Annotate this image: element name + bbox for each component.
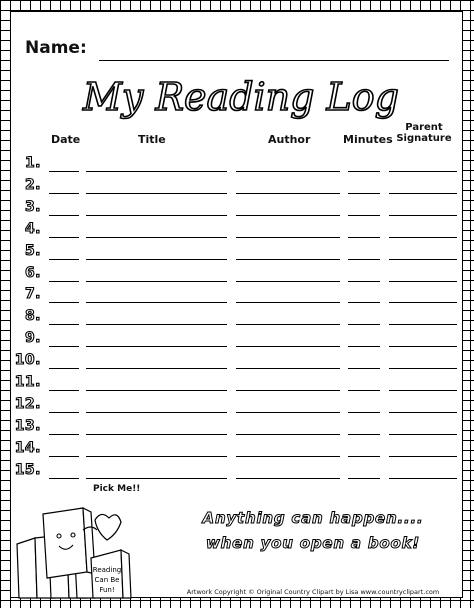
author-blank[interactable] [236,346,340,347]
signature-blank[interactable] [389,281,457,282]
title-blank[interactable] [86,456,227,457]
title-blank[interactable] [86,346,227,347]
row-number: 3. [24,198,41,215]
row-number: 5. [24,242,41,259]
signature-blank[interactable] [389,259,457,260]
row-number: 6. [24,264,41,281]
column-header-title: Title [138,133,166,146]
signature-blank[interactable] [389,302,457,303]
smiling-book [43,508,87,578]
row-number: 1. [24,155,41,171]
log-row [11,155,464,177]
book-label-line2: Can Be [94,576,120,584]
author-blank[interactable] [236,390,340,391]
signature-blank[interactable] [389,215,457,216]
date-blank[interactable] [49,281,79,282]
title-blank[interactable] [86,171,227,172]
log-row [11,374,464,396]
column-header-parent-line2: Signature [396,133,452,144]
log-row [11,286,464,308]
log-row [11,265,464,287]
date-blank[interactable] [49,478,79,479]
log-row [11,177,464,199]
date-blank[interactable] [49,456,79,457]
author-blank[interactable] [236,193,340,194]
book-spine-1 [17,538,37,598]
row-number: 10. [14,352,41,369]
author-blank[interactable] [236,478,340,479]
tagline [171,506,455,556]
signature-blank[interactable] [389,237,457,238]
log-row [11,418,464,440]
date-blank[interactable] [49,390,79,391]
signature-blank[interactable] [389,434,457,435]
stacked-books-illustration [13,480,163,600]
date-blank[interactable] [49,346,79,347]
title-blank[interactable] [86,193,227,194]
log-row [11,352,464,374]
heart-icon [95,514,121,540]
date-blank[interactable] [49,302,79,303]
date-blank[interactable] [49,368,79,369]
date-blank[interactable] [49,434,79,435]
row-number: 2. [24,176,41,193]
row-number: 13. [14,417,41,434]
author-blank[interactable] [236,302,340,303]
signature-blank[interactable] [389,478,457,479]
column-header-author: Author [268,133,311,146]
book-label-line1: Reading [92,566,122,574]
column-header-parent-line1: Parent [405,122,443,133]
author-blank[interactable] [236,237,340,238]
date-blank[interactable] [49,193,79,194]
page-title: My Reading Log [82,75,400,119]
row-number: 7. [24,286,41,303]
log-row [11,199,464,221]
author-blank[interactable] [236,368,340,369]
minutes-blank[interactable] [348,346,380,347]
signature-blank[interactable] [389,412,457,413]
minutes-blank[interactable] [348,434,380,435]
title-blank[interactable] [86,324,227,325]
date-blank[interactable] [49,259,79,260]
author-blank[interactable] [236,281,340,282]
signature-blank[interactable] [389,193,457,194]
row-number: 11. [14,374,41,390]
signature-blank[interactable] [389,171,457,172]
title-blank[interactable] [86,368,227,369]
row-number: 14. [14,439,41,456]
log-row [11,308,464,330]
log-row [11,440,464,462]
row-number: 4. [24,220,41,237]
minutes-blank[interactable] [348,259,380,260]
minutes-blank[interactable] [348,215,380,216]
author-blank[interactable] [236,324,340,325]
tagline-line2: when you open a book! [205,534,421,552]
author-blank[interactable] [236,456,340,457]
pick-me-label: Pick Me!! [93,484,141,494]
minutes-blank[interactable] [348,324,380,325]
name-label: Name: [25,38,87,58]
log-row [11,221,464,243]
column-header-minutes: Minutes [343,133,393,146]
title-blank[interactable] [86,390,227,391]
author-blank[interactable] [236,215,340,216]
minutes-blank[interactable] [348,456,380,457]
log-row [11,396,464,418]
minutes-blank[interactable] [348,193,380,194]
author-blank[interactable] [236,412,340,413]
tagline-line1: Anything can happen.... [202,509,424,527]
column-header-date: Date [51,133,81,146]
signature-blank[interactable] [389,456,457,457]
minutes-blank[interactable] [348,171,380,172]
log-row [11,243,464,265]
book-label-line3: Fun! [99,586,115,594]
date-blank[interactable] [49,237,79,238]
title-blank[interactable] [86,281,227,282]
title-blank[interactable] [86,259,227,260]
copyright-credit: Artwork Copyright © Original Country Clipart by Lisa www.countryclipart.com [186,588,440,596]
reading-book-pages [121,550,131,598]
minutes-blank[interactable] [348,237,380,238]
title-blank[interactable] [86,237,227,238]
minutes-blank[interactable] [348,390,380,391]
title-blank[interactable] [86,412,227,413]
date-blank[interactable] [49,324,79,325]
row-number: 12. [14,395,41,412]
row-number: 15. [14,461,41,478]
signature-blank[interactable] [389,368,457,369]
author-blank[interactable] [236,259,340,260]
row-number: 8. [24,308,41,325]
title-blank[interactable] [86,478,227,479]
log-row [11,330,464,352]
signature-blank[interactable] [389,324,457,325]
title-blank[interactable] [86,215,227,216]
date-blank[interactable] [49,412,79,413]
date-blank[interactable] [49,171,79,172]
signature-blank[interactable] [389,390,457,391]
title-blank[interactable] [86,302,227,303]
signature-blank[interactable] [389,346,457,347]
minutes-blank[interactable] [348,281,380,282]
minutes-blank[interactable] [348,302,380,303]
date-blank[interactable] [49,215,79,216]
minutes-blank[interactable] [348,478,380,479]
row-number: 9. [24,330,41,347]
title-blank[interactable] [86,434,227,435]
author-blank[interactable] [236,171,340,172]
worksheet-sheet [10,11,463,598]
minutes-blank[interactable] [348,412,380,413]
minutes-blank[interactable] [348,368,380,369]
author-blank[interactable] [236,434,340,435]
